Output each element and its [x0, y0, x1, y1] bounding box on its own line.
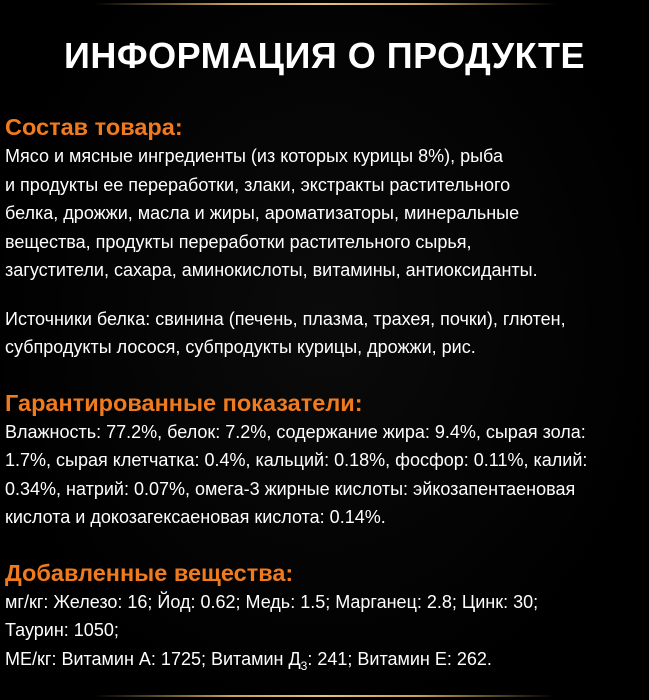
guaranteed-heading: Гарантированные показатели:	[5, 389, 363, 416]
content-body	[5, 112, 647, 673]
top-divider	[93, 3, 556, 5]
composition-heading: Состав товара:	[5, 114, 183, 140]
page-title: ИНФОРМАЦИЯ О ПРОДУКТЕ	[64, 35, 585, 76]
additives-line-1: мг/кг: Железо: 16; Йод: 0.62; Медь: 1.5; Марганец: 2.8; Цинк: 30;	[5, 591, 539, 612]
additives-line-2: Таурин: 1050;	[5, 620, 119, 640]
spacer	[5, 532, 647, 558]
composition-text: Мясо и мясные ингредиенты (из которых курицы 8%), рыба и продукты ее переработки, злаки, экстракты растительного белка, дрожжи, масла и жиры, ароматизаторы, минеральные вещества, продукты переработки растительного сырья, загустители, сахара, аминокислоты, витамины, антиоксиданты.	[5, 146, 538, 280]
spacer	[5, 285, 647, 305]
vitamin-d-subscript: 3	[300, 658, 308, 673]
additives-heading: Добавленные вещества:	[5, 559, 294, 586]
protein-sources-text: Источники белка: свинина (печень, плазма, трахея, почки), глютен, субпродукты лосося, субпродукты курицы, дрожжи, рис.	[5, 308, 566, 357]
additives-line-3-prefix: МЕ/кг: Витамин А: 1725; Витамин Д	[5, 648, 301, 669]
additives-line-3	[5, 645, 647, 674]
additives-line-3-suffix: : 241; Витамин Е: 262.	[307, 648, 492, 669]
guaranteed-text: Влажность: 77.2%, белок: 7.2%, содержание жира: 9.4%, сырая зола: 1.7%, сырая клетчатка: 0.4%, кальций: 0.18%, фосфор: 0.11%, калий: 0.34%, натрий: 0.07%, омега-3 жирные кислоты: эйкозапентаеновая кислота и докозагексаеновая кислота: 0.14%.	[5, 421, 588, 527]
spacer	[5, 362, 647, 388]
bottom-divider	[93, 695, 556, 697]
